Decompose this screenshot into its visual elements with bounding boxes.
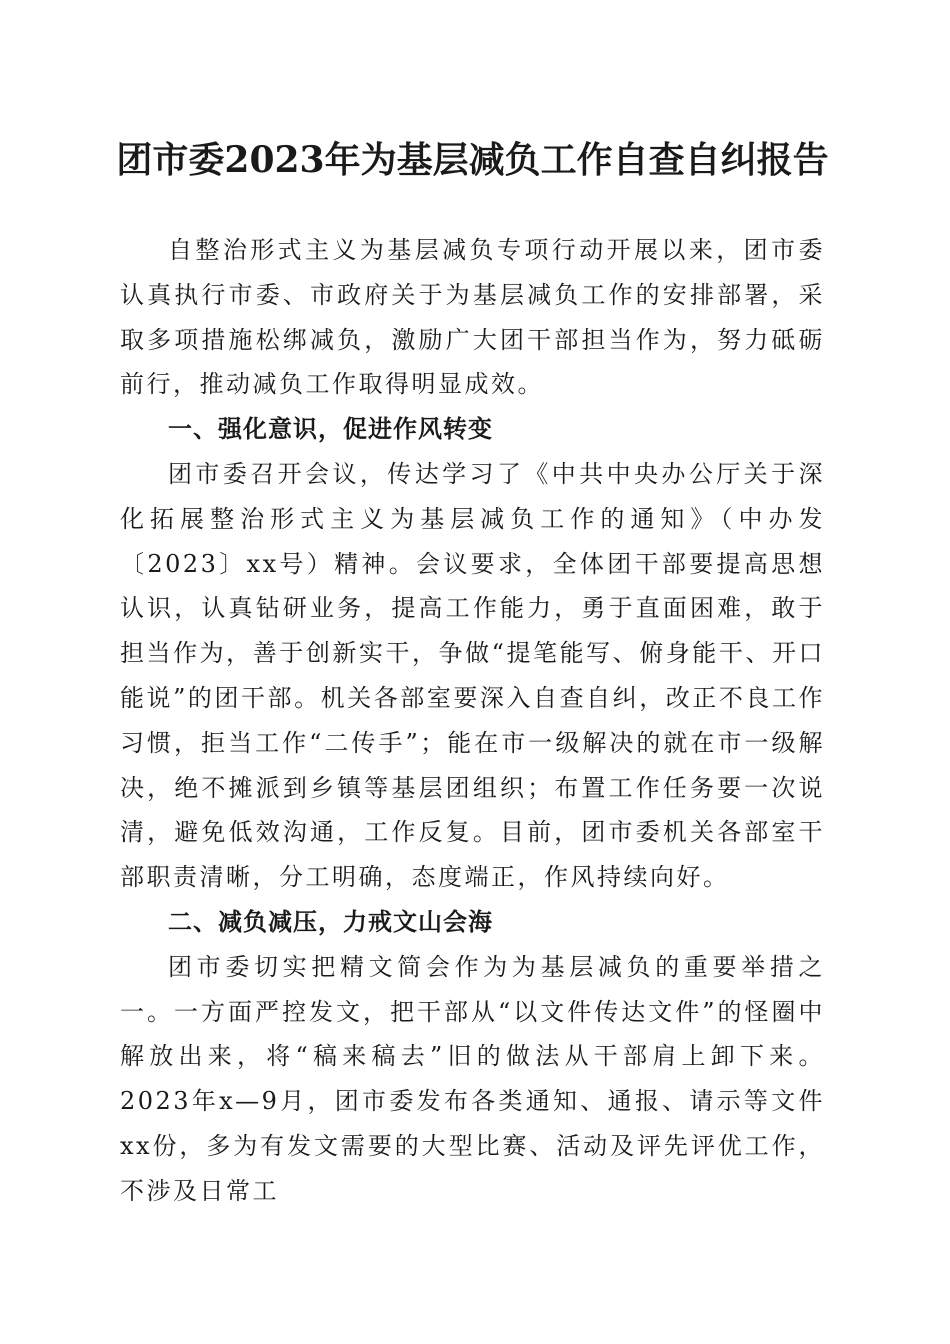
section-1-paragraph: 团市委召开会议，传达学习了《中共中央办公厅关于深化拓展整治形式主义为基层减负工作的通知》（中办发〔2023〕xx号）精神。会议要求，全体团干部要提高思想认识，认真钻研业务，提高工作能力，勇于直面困难，敢于担当作为，善于创新实干，争做“提笔能写、俯身能干、开口能说”的团干部。机关各部室要深入自查自纠，改正不良工作习惯，拒当工作“二传手”；能在市一级解决的就在市一级解决，绝不摊派到乡镇等基层团组织；布置工作任务要一次说清，避免低效沟通，工作反复。目前，团市委机关各部室干部职责清晰，分工明确，态度端正，作风持续向好。	[120, 459, 825, 892]
section-2-heading: 二、减负减压，力戒文山会海	[168, 907, 493, 936]
section-1-heading: 一、强化意识，促进作风转变	[168, 415, 493, 444]
document-body	[120, 228, 825, 1214]
document-page	[116, 0, 829, 1344]
section-2-paragraph: 团市委切实把精文简会作为为基层减负的重要举措之一。一方面严控发文，把干部从“以文件传达文件”的怪圈中解放出来，将“稿来稿去”旧的做法从干部肩上卸下来。2023年x—9月，团市委发布各类通知、通报、请示等文件xx份，多为有发文需要的大型比赛、活动及评先评优工作，不涉及日常工	[120, 952, 825, 1205]
intro-paragraph: 自整治形式主义为基层减负专项行动开展以来，团市委认真执行市委、市政府关于为基层减负工作的安排部署，采取多项措施松绑减负，激励广大团干部担当作为，努力砥砺前行，推动减负工作取得明显成效。	[120, 236, 825, 399]
document-title: 团市委2023年为基层减负工作自查自纠报告	[116, 139, 829, 181]
